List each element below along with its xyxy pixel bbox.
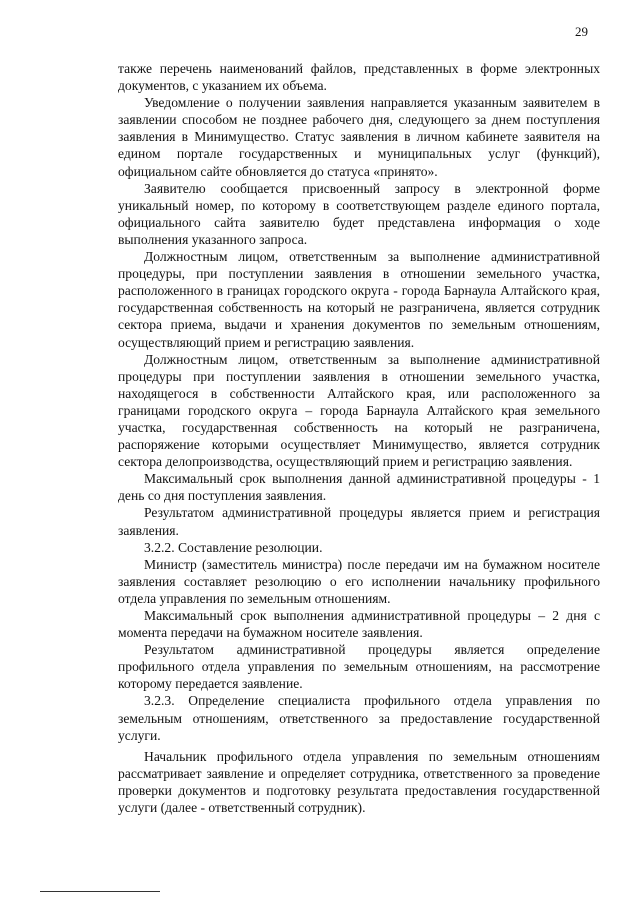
paragraph-official-barnaul: Должностным лицом, ответственным за выполнение административной процедуры, при поступлении заявления в отношении земельного участка, расположенного в границах городского округа - города Барнаула Алтайского края, государственная собственность на который не разграничена, является сотрудник сектора приема, выдачи и хранения документов по земельным отношениям, осуществляющий прием и регистрацию заявления.	[118, 249, 600, 350]
paragraph-max-term: Максимальный срок выполнения данной административной процедуры - 1 день со дня поступления заявления.	[118, 471, 600, 504]
document-body	[118, 60, 600, 816]
page-number: 29	[575, 24, 588, 39]
paragraph-department-head: Начальник профильного отдела управления по земельным отношениям рассматривает заявление и определяет сотрудника, ответственного за проведение проверки документов и подготовку результата предоставления государственной услуги (далее - ответственный сотрудник).	[118, 748, 600, 816]
paragraph-official-altai: Должностным лицом, ответственным за выполнение административной процедуры при поступлении заявления в отношении земельного участка, находящегося в собственности Алтайского края, или расположенного за границами городского округа – города Барнаула Алтайского края земельного участка, государственная собственность на который не разграничена, распоряжение которыми осуществляет Минимущество, является сотрудник сектора делопроизводства, осуществляющий прием и регистрацию заявления.	[118, 351, 600, 470]
paragraph-result: Результатом административной процедуры является прием и регистрация заявления.	[118, 505, 600, 538]
paragraph-continuation: также перечень наименований файлов, представленных в форме электронных документов, с указанием их объема.	[118, 61, 600, 94]
footer-divider	[40, 891, 160, 892]
paragraph-minister-resolution: Министр (заместитель министра) после передачи им на бумажном носителе заявления составляет резолюцию о его исполнении начальнику профильного отдела управления по земельным отношениям.	[118, 556, 600, 606]
paragraph-notification: Уведомление о получении заявления направляется указанным заявителем в заявлении способом не позднее рабочего дня, следующего за днем поступления заявления в Минимущество. Статус заявления в личном кабинете заявителя на едином портале государственных и муниципальных услуг (функций), официальном сайте обновляется до статуса «принято».	[118, 95, 600, 179]
paragraph-max-term-resolution: Максимальный срок выполнения административной процедуры – 2 дня с момента передачи на бумажном носителе заявления.	[118, 608, 600, 641]
section-heading-3-2-3: 3.2.3. Определение специалиста профильного отдела управления по земельным отношениям, ответственного за предоставление государственной услуги.	[118, 693, 600, 743]
section-heading-3-2-2: 3.2.2. Составление резолюции.	[144, 539, 323, 555]
paragraph-unique-number: Заявителю сообщается присвоенный запросу в электронной форме уникальный номер, по которому в соответствующем разделе единого портала, официального сайта заявителю будет представлена информация о ходе выполнения указанного запроса.	[118, 180, 600, 247]
paragraph-result-resolution: Результатом административной процедуры является определение профильного отдела управления по земельным отношениям, на рассмотрение которому передается заявление.	[118, 642, 600, 692]
